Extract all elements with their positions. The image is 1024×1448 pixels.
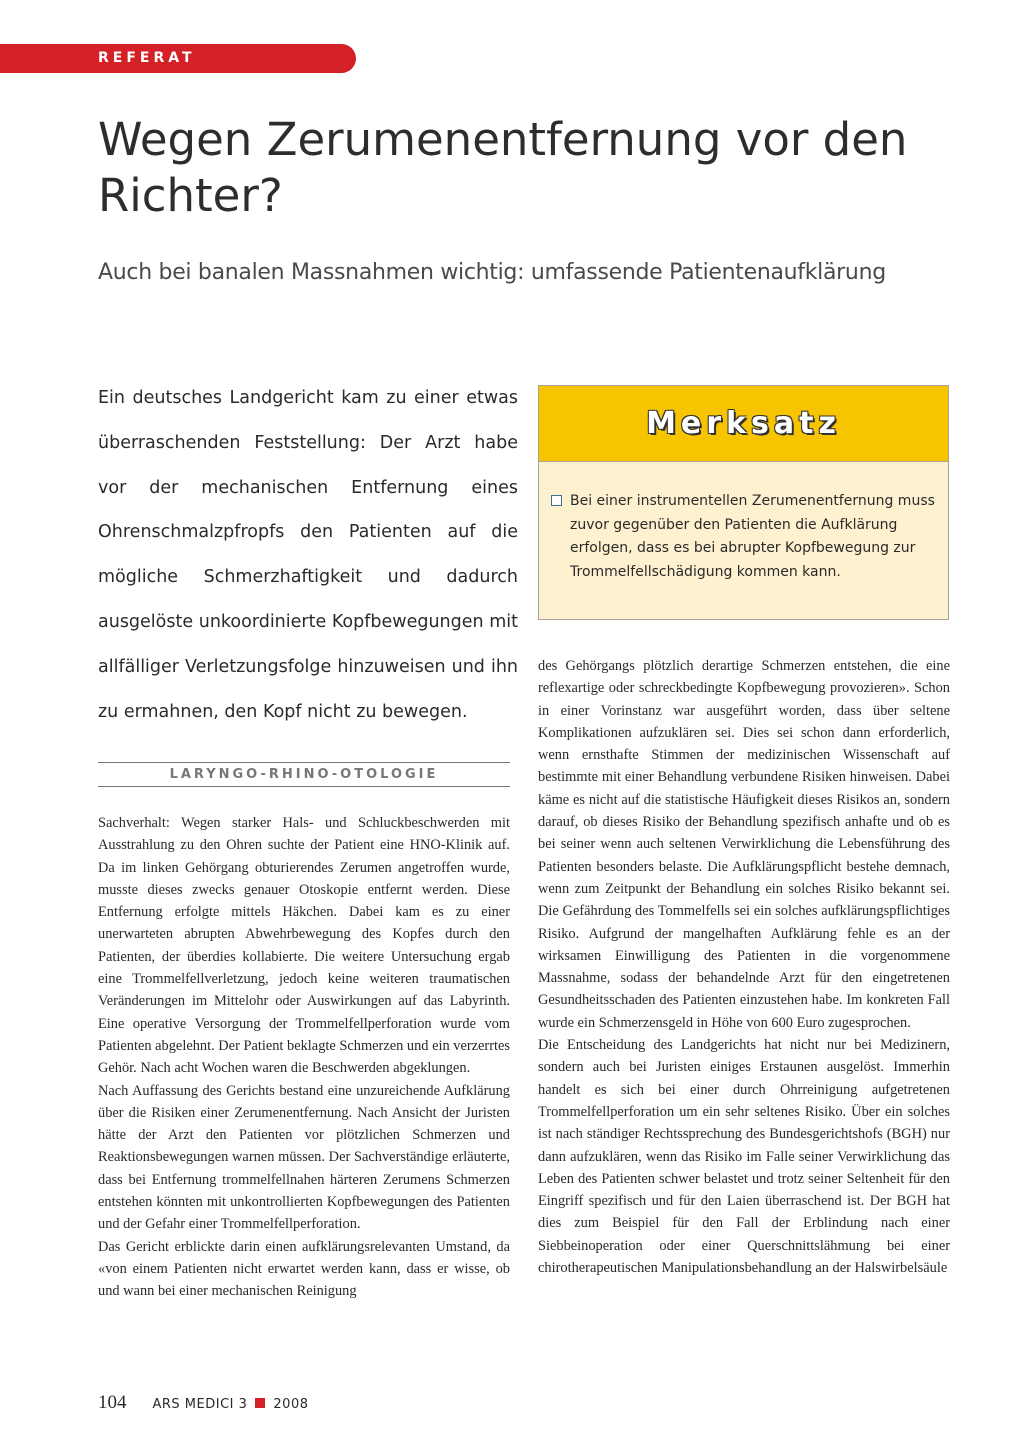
body-paragraph: des Gehörgangs plötzlich derartige Schmerzen entstehen, die eine reflexartige oder schreckbedingte Kopfbewegung provozieren». Schon in einer Vorinstanz war ausgeführt worden, dass über seltene Komplikationen aufzuklären sei. Dies sei schon dann erforderlich, wenn ernsthafte Stimmen der medizinischen Wissenschaft auf bestimmte mit einer Behandlung verbundene Risiken hinweisen. Dabei käme es nicht auf die statistische Häufigkeit dieses Risikos an, sondern darauf, ob dieses Risiko der Behandlung spezifisch anhafte und ob es bei seiner wenn auch seltenen Verwirklichung die Lebensführung des Patienten besonders belaste. Die Aufklärungspflicht bestehe demnach, wenn zum Zeitpunkt der Behandlung ein solches Risiko bekannt sei. Die Gefährdung des Tommelfells sei ein solches aufklärungspflichtiges Risiko. Aufgrund der mangelhaften Aufklärung fehle es an der wirksamen Einwilligung des Patienten in die vorgenommene Massnahme, sodass der behandelnde Arzt für den eingetretenen Gesundheitsschaden des Patienten einzustehen habe. Im konkreten Fall wurde ein Schmerzensgeld in Höhe von 600 Euro zugesprochen. — [538, 658, 950, 1031]
merksatz-text: Bei einer instrumentellen Zerumenentfernung muss zuvor gegenüber den Patienten die Aufklärung erfolgen, dass es bei abrupter Kopfbewegung zur Trommelfellschädigung kommen kann. — [570, 493, 935, 580]
article-title: Wegen Zerumenentfernung vor den Richter? — [98, 113, 908, 222]
square-icon — [255, 1398, 265, 1408]
section-label: REFERAT — [98, 50, 196, 66]
body-paragraph: Die Entscheidung des Landgerichts hat nicht nur bei Medizinern, sondern auch bei Juristen einiges Erstaunen ausgelöst. Immerhin handelt es sich bei einer durch Ohrreinigung aufgetretenen Trommelfellperforation um ein sehr seltenes Risiko. Über ein solches ist nach ständiger Rechtssprechung des Bundesgerichtshofs (BGH) nur dann aufzuklären, wenn das Risiko im Falle seiner Verwirklichung das Leben des Patienten schwer belastet und trotz seiner Seltenheit für den Eingriff spezifisch und für den Laien überraschend ist. Der BGH hat dies zum Beispiel für den Fall der Erblindung nach einer Siebbeinoperation oder einer Querschnittslähmung bei einer chirotherapeutischen Manipulationsbehandlung an der Halswirbelsäule — [538, 1037, 950, 1277]
merksatz-title: Merksatz — [646, 406, 841, 441]
footer-year: 2008 — [273, 1397, 309, 1412]
page-number: 104 — [98, 1392, 127, 1413]
merksatz-item — [551, 490, 941, 584]
page-footer — [98, 1392, 309, 1414]
divider-bottom — [98, 786, 510, 787]
footer-journal: ARS MEDICI 3 — [152, 1397, 248, 1412]
merksatz-header — [539, 386, 948, 462]
merksatz-box — [538, 385, 949, 620]
journal-name: LARYNGO-RHINO-OTOLOGIE — [169, 767, 439, 782]
checkbox-icon — [551, 495, 562, 506]
body-column-right — [538, 655, 950, 1279]
body-paragraph: Das Gericht erblickte darin einen aufklärungsrelevanten Umstand, da «von einem Patienten nicht erwartet werden kann, dass er wisse, ob und wann bei einer mechanischen Reinigung — [98, 1238, 510, 1300]
body-paragraph: Sachverhalt: Wegen starker Hals- und Schluckbeschwerden mit Ausstrahlung zu den Ohren suchte der Patient eine HNO-Klinik auf. Da im linken Gehörgang obturierendes Zerumen angetroffen wurde, musste dieses zwecks genauer Otoskopie entfernt werden. Diese Entfernung erfolgte mittels Häkchen. Dabei kam es zu einer unerwarteten abrupten Abwehrbewegung des Kopfes durch den Patienten, der überdies kollabierte. Die weitere Untersuchung ergab eine Trommelfellverletzung, jedoch keine weiteren traumatischen Veränderungen im Mittelohr oder Auswirkungen auf das Labyrinth. Eine operative Versorgung der Trommelfellperforation wurde vom Patienten abgelehnt. Der Patient beklagte Schmerzen und ein verzerrtes Gehör. Nach acht Wochen waren die Beschwerden abgeklungen. — [98, 815, 510, 1077]
section-bar — [0, 44, 356, 73]
body-paragraph: Nach Auffassung des Gerichts bestand eine unzureichende Aufklärung über die Risiken einer Zerumenentfernung. Nach Ansicht der Juristen hätte der Arzt den Patienten vor plötzlichen Schmerzen und Reaktionsbewegungen warnen müssen. Der Sachverständige erläuterte, dass bei Entfernung trommelfellnahen härteren Zerumens Schmerzen entstehen könnten mit unkontrollierten Kopfbewegungen des Patienten und der Gefahr einer Trommelfellperforation. — [98, 1082, 510, 1233]
article-subtitle: Auch bei banalen Massnahmen wichtig: umfassende Patientenaufklärung — [98, 260, 886, 285]
divider-top — [98, 762, 510, 763]
body-column-left — [98, 812, 510, 1303]
lead-paragraph: Ein deutsches Landgericht kam zu einer etwas überraschenden Feststellung: Der Arzt habe vor der mechanischen Entfernung eines Ohrenschmalzpfropfs den Patienten auf die mögliche Schmerzhaftigkeit und dadurch ausgelöste unkoordinierte Kopfbewegungen mit allfälliger Verletzungsfolge hinzuweisen und ihn zu ermahnen, den Kopf nicht zu bewegen. — [98, 388, 518, 722]
